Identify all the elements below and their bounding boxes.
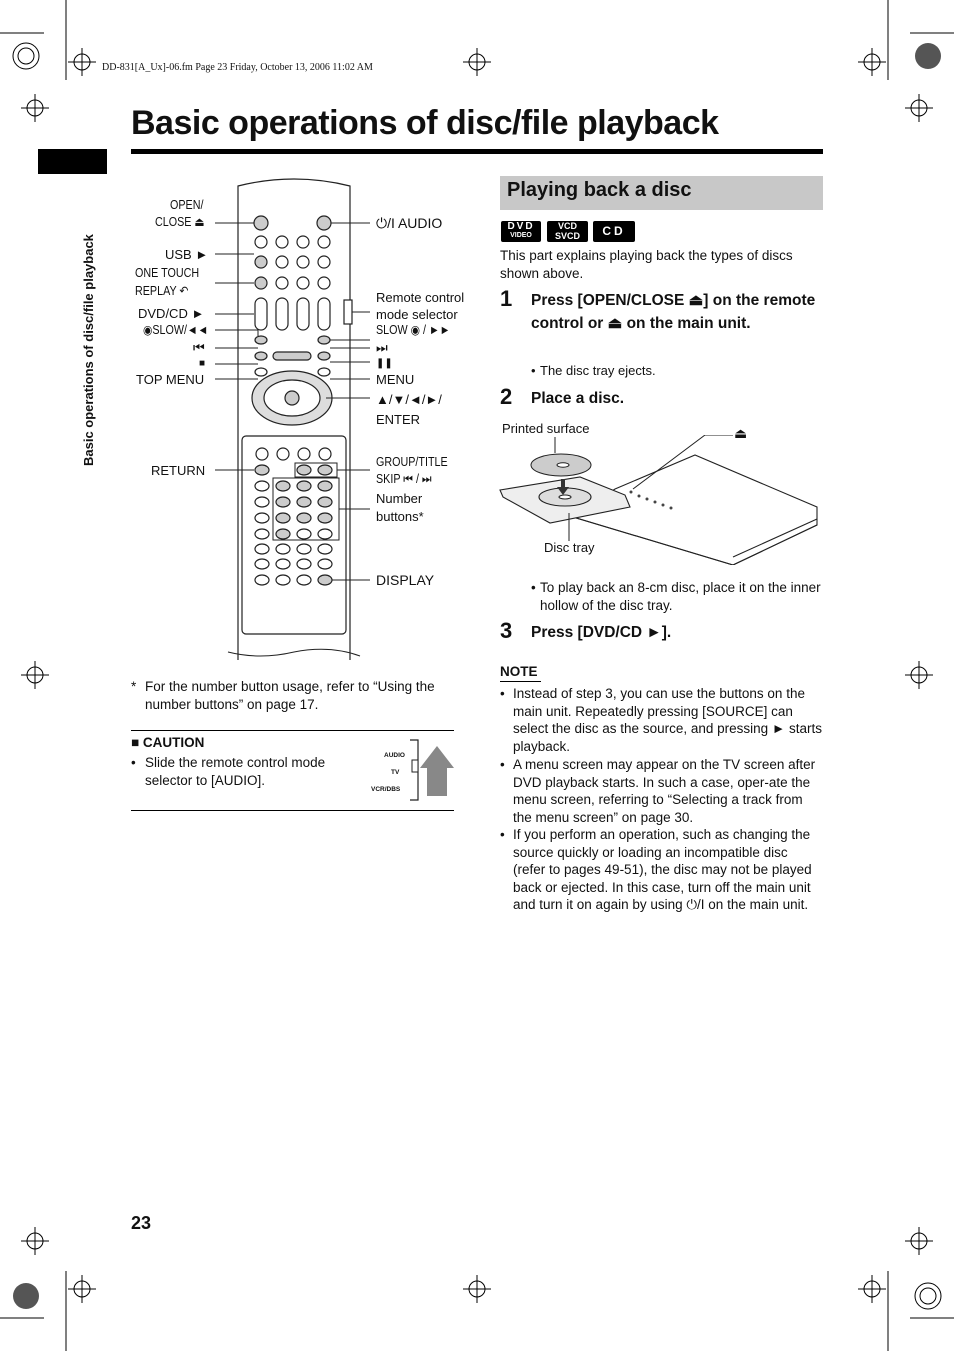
caution-text: Slide the remote control mode selector to [AUDIO]. xyxy=(145,755,326,788)
footnote: For the number button usage, refer to “Using the number buttons” on page 17. xyxy=(145,679,435,712)
label-arrows: ▲/▼/◄/►/ xyxy=(376,392,442,407)
label-prev: ⏮ xyxy=(193,340,205,355)
note-underline xyxy=(500,681,541,682)
step-sub-1: The disc tray ejects. xyxy=(540,363,656,378)
label-dvd-cd: DVD/CD ► xyxy=(138,306,205,321)
label-pause: ❚❚ xyxy=(376,358,393,369)
page-number: 23 xyxy=(131,1213,152,1233)
badge-vcd: VCD SVCD xyxy=(547,221,588,242)
label-number-2: buttons* xyxy=(376,509,424,524)
note-bullet: • xyxy=(500,757,505,772)
label-display: DISPLAY xyxy=(376,572,435,588)
step2-note: To play back an 8-cm disc, place it on the inner hollow of the disc tray. xyxy=(540,580,821,613)
step-number-3: 3 xyxy=(500,618,513,643)
label-top-menu: TOP MENU xyxy=(136,372,205,387)
label-mode-selector: Remote control xyxy=(376,290,465,305)
note-item-1: Instead of step 3, you can use the buttons on the main unit. Repeatedly pressing [SOURCE] can select the disc as the source, and pressing ► starts playback. xyxy=(513,686,823,754)
label-slow-back: ◉SLOW/◄◄ xyxy=(143,323,209,337)
label-next: ⏭ xyxy=(376,340,388,355)
step-number-1: 1 xyxy=(500,286,513,311)
note-bullet: • xyxy=(500,686,505,701)
caution-rule-top xyxy=(131,730,454,731)
badge-cd: CD xyxy=(593,221,635,242)
label-enter: ENTER xyxy=(376,412,421,427)
note-item-3: If you perform an operation, such as changing the source quickly or loading an incompatible disc (refer to pages 49-51), the disc may not be played back or ejected. In this case, turn off the main unit and turn it on again by using ⏻/I on the main unit. xyxy=(513,827,812,912)
label-open-close-2: CLOSE ⏏ xyxy=(155,215,205,229)
mode-switch-illustration xyxy=(400,738,460,808)
caution-bullet: • xyxy=(131,755,136,770)
label-stop: ■ xyxy=(199,358,206,369)
label-one-touch: ONE TOUCH xyxy=(135,266,200,280)
page-title: Basic operations of disc/file playback xyxy=(131,104,719,142)
label-usb: USB ► xyxy=(165,247,209,262)
footnote-mark: * xyxy=(131,679,137,694)
step-text-3: Press [DVD/CD ►]. xyxy=(531,624,672,641)
intro-text: This part explains playing back the types of discs shown above. xyxy=(500,248,793,281)
note-heading: NOTE xyxy=(500,664,538,679)
label-open-close: OPEN/ xyxy=(170,198,204,212)
caution-rule-bottom xyxy=(131,810,454,811)
note-item-2: A menu screen may appear on the TV screen after DVD playback starts. In such a case, oper-ate the menu screen, referring to “Selecting a track from the menu screen” on page 30. xyxy=(513,757,816,825)
file-header: DD-831[A_Ux]-06.fm Page 23 Friday, October 13, 2006 11:02 AM xyxy=(102,62,373,73)
step-sub-bullet: • xyxy=(531,363,536,378)
label-eject-symbol: ⏏ xyxy=(734,425,748,441)
step-text-1: Press [OPEN/CLOSE ⏏] on the remote control or ⏏ on the main unit. xyxy=(531,292,816,332)
label-skip: SKIP ⏮ / ⏭ xyxy=(376,472,432,486)
step2-note-bullet: • xyxy=(531,580,536,595)
caution-heading: ■ CAUTION xyxy=(131,735,205,750)
section-title: Playing back a disc xyxy=(507,179,692,201)
side-label: Basic operations of disc/file playback xyxy=(81,234,96,466)
badge-dvd: DVD VIDEO xyxy=(501,221,541,242)
label-slow-fwd: SLOW ◉ / ►► xyxy=(376,323,451,337)
step-text-2: Place a disc. xyxy=(531,390,625,407)
switch-label-tv: TV xyxy=(391,769,400,776)
switch-label-vcr: VCR/DBS xyxy=(371,786,401,793)
label-mode-selector-2: mode selector xyxy=(376,307,458,322)
label-printed-surface: Printed surface xyxy=(502,421,590,436)
label-disc-tray: Disc tray xyxy=(544,540,595,555)
label-replay: REPLAY ↶ xyxy=(135,284,189,298)
label-number: Number xyxy=(376,491,423,506)
label-menu: MENU xyxy=(376,372,415,387)
label-power-audio: ⏻/I AUDIO xyxy=(376,215,443,231)
switch-label-audio: AUDIO xyxy=(384,752,405,759)
step-number-2: 2 xyxy=(500,384,513,409)
label-return: RETURN xyxy=(151,463,206,478)
note-bullet: • xyxy=(500,827,505,842)
label-group-title: GROUP/TITLE xyxy=(376,455,448,469)
